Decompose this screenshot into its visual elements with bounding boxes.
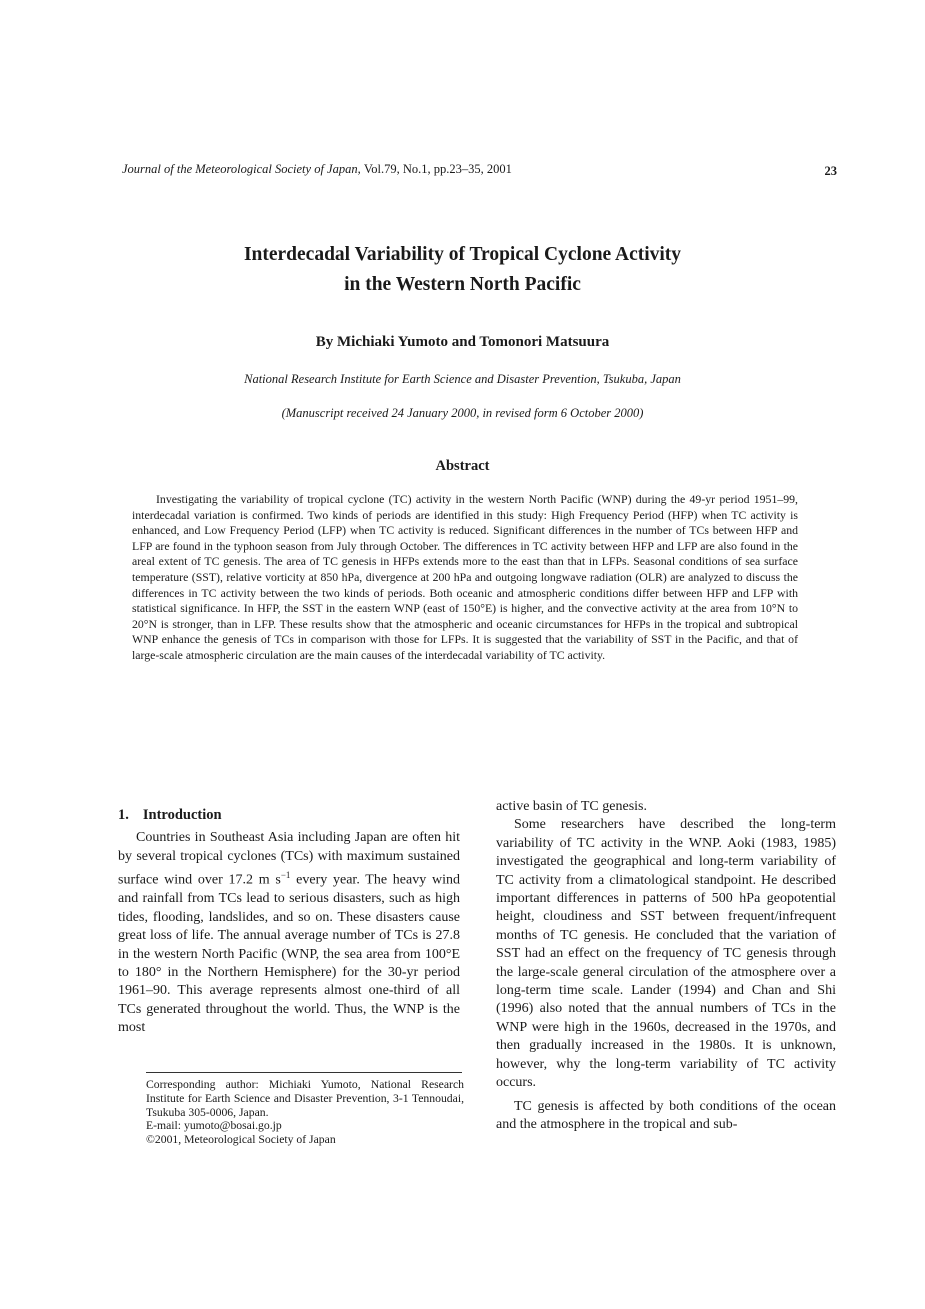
- copyright: ©2001, Meteorological Society of Japan: [146, 1133, 336, 1147]
- left-column: [118, 806, 460, 1038]
- footnote-rule: [146, 1072, 462, 1073]
- affiliation: National Research Institute for Earth Science and Disaster Prevention, Tsukuba, Japan: [244, 372, 681, 386]
- footnote: [118, 1072, 464, 1147]
- intro-paragraph-3: TC genesis is affected by both conditions of the ocean and the atmosphere in the tropical and sub-: [496, 1098, 836, 1132]
- title-line-1: Interdecadal Variability of Tropical Cyclone Activity: [243, 244, 682, 265]
- intro-text-b: every year. The heavy wind and rainfall from TCs lead to serious disasters, such as high tides, flooding, landslides, and so on. These disasters cause great loss of life. The annual average number of TCs is 27.8 in the western North Pacific (WNP, the sea area from 100°E to 180° in the Northern Hemisphere) for the 30-yr period 1961–90. This average represents almost one-third of all TCs generated throughout the world. Thus, the WNP is the most: [118, 872, 460, 1036]
- running-header: [122, 162, 512, 177]
- intro-continuation: active basin of TC genesis.: [496, 799, 647, 814]
- author-email: E-mail: yumoto@bosai.go.jp: [146, 1119, 282, 1133]
- abstract-text: Investigating the variability of tropical cyclone (TC) activity in the western North Pacific (WNP) during the 49-yr period 1951–99, interdecadal variation is confirmed. Two kinds of periods are identified in this study: High Frequency Period (HFP) when TC activity is enhanced, and Low Frequency Period (LFP) when TC activity is reduced. Significant differences in the number of TCs between HFP and LFP are found in the typhoon season from July through October. The differences in TC activity between HFP and LFP are also found in the areal extent of TC genesis. The area of TC genesis in HFPs extends more to the east than that in LFPs. Seasonal conditions of sea surface temperature (SST), relative vorticity at 850 hPa, divergence at 200 hPa and outgoing longwave radiation (OLR) are analyzed to discuss the differences in TC activity between the two kinds of periods. Both oceanic and atmospheric conditions differ between HFP and LFP with statistical significance. In HFP, the SST in the eastern WNP (east of 150°E) is higher, and the convective activity at the area from 10°N to 20°N is stronger, than in LFP. These results show that the atmospheric and oceanic circumstances for HFPs in the tropical and subtropical WNP enhance the genesis of TCs in comparison with those for LFPs. It is suggested that the variability of SST in the Pacific, and that of large-scale atmospheric circulation are the main causes of the interdecadal variability of TC activity.: [132, 492, 798, 662]
- title-line-2: in the Western North Pacific: [344, 274, 581, 295]
- abstract-heading: Abstract: [435, 458, 490, 474]
- section-title: Introduction: [142, 807, 222, 823]
- paper-title: [0, 240, 925, 300]
- authors: By Michiaki Yumoto and Tomonori Matsuura: [315, 334, 610, 350]
- intro-paragraph-2: Some researchers have described the long-term variability of TC activity in the WNP. Aoki (1983, 1985) investigated the geographical and long-term variability of TC activity from a climatological standpoint. He described important differences in patterns of 500 hPa geopotential height, cloudiness and SST between frequent/infrequent months of TC genesis. He concluded that the variation of SST had an effect on the frequency of TC genesis through the large-scale general circulation of the atmosphere over a long-term time scale. Lander (1994) and Chan and Shi (1996) also noted that the annual numbers of TCs in the WNP were high in the 1960s, decreased in the 1970s, and then gradually increased in the 1980s. It is unknown, however, why the long-term variability of TC activity occurs.: [496, 817, 836, 1091]
- unit-exponent: −1: [280, 870, 291, 881]
- journal-volume: Vol.79, No.1, pp.23–35, 2001: [363, 162, 512, 176]
- section-number: 1.: [118, 807, 129, 823]
- journal-name: Journal of the Meteorological Society of Japan,: [122, 162, 361, 176]
- corresponding-author: Corresponding author: Michiaki Yumoto, National Research Institute for Earth Science and Disaster Prevention, 3-1 Tennoudai, Tsukuba 305-0006, Japan.: [146, 1078, 464, 1119]
- intro-paragraph-1: [118, 829, 460, 1037]
- manuscript-received: (Manuscript received 24 January 2000, in revised form 6 October 2000): [281, 406, 644, 420]
- right-column: [496, 798, 836, 1134]
- intro-text-a: Countries in Southeast Asia including Japan are often hit by several tropical cyclones (TCs) with maximum sustained surface wind over 17.2 m s: [118, 830, 460, 888]
- section-heading: [118, 806, 460, 824]
- page-number: 23: [824, 164, 837, 178]
